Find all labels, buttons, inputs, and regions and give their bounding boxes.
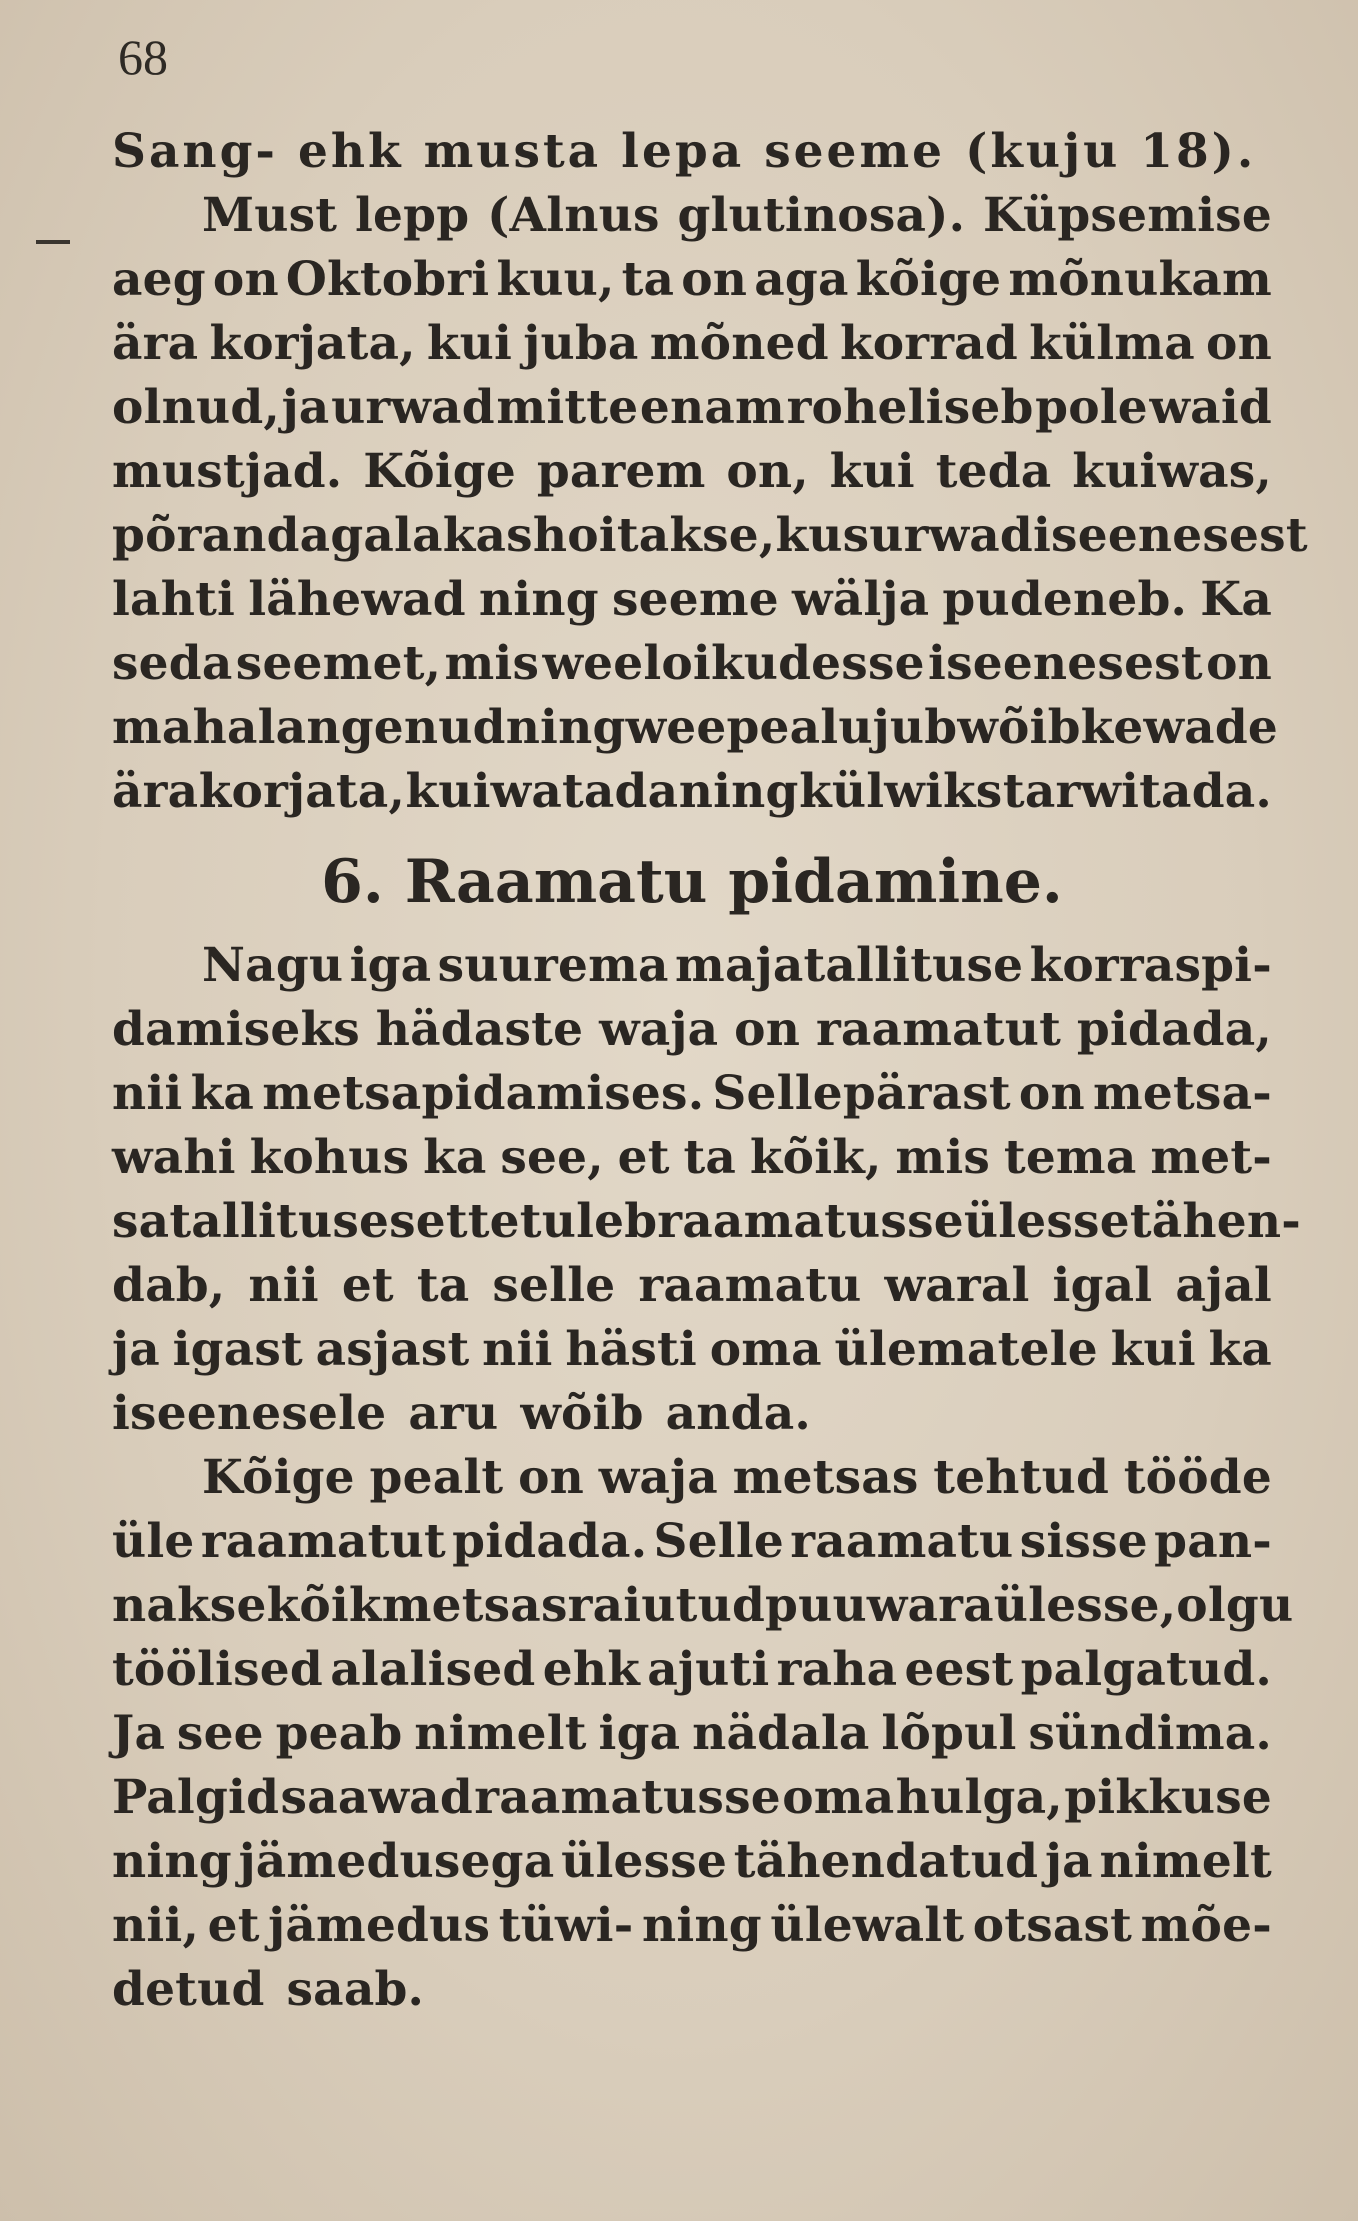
word: mõnukam [1008, 252, 1272, 307]
word: on [518, 1450, 584, 1505]
word: ette [415, 1194, 520, 1249]
word: palgatud. [1020, 1642, 1272, 1697]
word: korraspi- [1029, 938, 1272, 993]
word: pealt [369, 1450, 504, 1505]
word: satallituses [112, 1194, 416, 1249]
word: külwiks [799, 764, 1003, 819]
word: et [207, 1898, 260, 1953]
word: tööde [1123, 1450, 1272, 1505]
word: nimelt [1099, 1834, 1272, 1889]
text-line [112, 376, 1272, 440]
word: teda [935, 444, 1052, 499]
word: peab [275, 1706, 403, 1761]
word: aga [754, 252, 849, 307]
word: tüwi- [498, 1898, 634, 1953]
word: hästi [565, 1322, 697, 1377]
word: korjata, [209, 316, 416, 371]
text-line [112, 504, 1308, 568]
word: kuu, [496, 252, 615, 307]
word: tähendatud [733, 1834, 1039, 1889]
word: saawad [280, 1770, 473, 1825]
word: 18). [1140, 124, 1257, 179]
word: lõpul [881, 1706, 1017, 1761]
word: ehk [297, 124, 404, 179]
word: detud [112, 1962, 265, 2017]
word: Nagu [202, 938, 344, 993]
word: metsas [381, 1578, 568, 1633]
word: külma [1029, 316, 1195, 371]
text-line [112, 1446, 1272, 1510]
word: raamatusse [474, 1770, 781, 1825]
word: kõige [855, 252, 1002, 307]
word: dab, [112, 1258, 226, 1313]
word: weeloikudesse [542, 636, 925, 691]
word: mitte [496, 380, 639, 435]
word: ülematele [834, 1322, 1098, 1377]
word: pan- [1154, 1514, 1272, 1569]
word: olnud, [112, 380, 280, 435]
word: majatallituse [675, 938, 1024, 993]
word: üle [112, 1514, 195, 1569]
word: sisse [1019, 1514, 1148, 1569]
word: waja [598, 1450, 718, 1505]
word: nii [112, 1066, 183, 1121]
word: enam [639, 380, 785, 435]
word: ja [281, 380, 330, 435]
text-line [112, 1766, 1272, 1830]
word: seeme [764, 124, 946, 179]
subsection-heading [112, 120, 1272, 184]
word: see, [500, 1130, 604, 1185]
section1-paragraph [112, 184, 1308, 824]
word: iseenesest [1033, 508, 1308, 563]
text-line [112, 312, 1272, 376]
word: mis [444, 636, 540, 691]
word: ta [621, 252, 675, 307]
word: Ka [1200, 572, 1272, 627]
word: lepa [621, 124, 745, 179]
word: ülesse [963, 1194, 1130, 1249]
text-line [112, 760, 1272, 824]
word: ning [478, 572, 599, 627]
word: on [212, 252, 279, 307]
word: kõik [266, 1578, 382, 1633]
word: (kuju [965, 124, 1121, 179]
word: seeme [611, 572, 779, 627]
word: pidada, [1076, 1002, 1272, 1057]
text-line [112, 696, 1279, 760]
text-line [112, 1702, 1272, 1766]
word: oma [782, 1770, 895, 1825]
section2-paragraph-1 [112, 934, 1301, 1446]
text-line [112, 1574, 1294, 1638]
word: Ja [112, 1706, 166, 1761]
word: hulga, [895, 1770, 1063, 1825]
word: waid [1149, 380, 1272, 435]
word: metsa- [1092, 1066, 1272, 1121]
word: kohus [249, 1130, 410, 1185]
word: iga [598, 1706, 681, 1761]
word: raamatu [790, 1514, 1014, 1569]
word: tema [1003, 1130, 1137, 1185]
word: juba [523, 316, 639, 371]
word: ära [112, 316, 199, 371]
word: musta [423, 124, 602, 179]
word: raamatut [815, 1002, 1061, 1057]
word: ning [505, 700, 626, 755]
word: tuleb [519, 1194, 658, 1249]
word: mis [895, 1130, 991, 1185]
word: kewade [1080, 700, 1279, 755]
text-line [112, 248, 1272, 312]
text-line [112, 1510, 1272, 1574]
word: lakas [394, 508, 533, 563]
word: Must [202, 188, 338, 243]
word: nii, [112, 1898, 200, 1953]
word: raamatusse [657, 1194, 964, 1249]
word: Kõige [202, 1450, 355, 1505]
word: (Alnus [487, 188, 660, 243]
word: ära [112, 764, 199, 819]
text-line [112, 1126, 1272, 1190]
word: suurema [437, 938, 669, 993]
text-line [112, 1254, 1272, 1318]
text-block [112, 120, 1308, 2022]
word: wõib [520, 1386, 644, 1441]
word: nimelt [414, 1706, 587, 1761]
word: pidada. [452, 1514, 648, 1569]
word: saab. [286, 1962, 425, 2017]
word: roheliseb [786, 380, 1034, 435]
text-line [112, 998, 1272, 1062]
word: kui [829, 444, 915, 499]
word: peal [726, 700, 839, 755]
word: Palgid [112, 1770, 280, 1825]
word: nakse [112, 1578, 267, 1633]
word: kuiwas, [1072, 444, 1272, 499]
word: met- [1150, 1130, 1272, 1185]
word: korjata, [198, 764, 406, 819]
word: aru [408, 1386, 499, 1441]
word: on [681, 252, 748, 307]
section-heading: 6. Raamatu pidamine. [321, 847, 1063, 917]
word: urwad [331, 380, 495, 435]
word: seemet, [235, 636, 442, 691]
word: korrad [839, 316, 1018, 371]
word: anda. [665, 1386, 811, 1441]
text-line [112, 1382, 1272, 1446]
word: on [734, 1002, 801, 1057]
margin-dash-mark [36, 240, 70, 244]
text-line [112, 1830, 1272, 1894]
word: maha [112, 700, 258, 755]
word: jämedusega [238, 1834, 555, 1889]
word: Kõige [363, 444, 516, 499]
word: ka [423, 1130, 487, 1185]
word: eest [904, 1642, 1014, 1697]
word: asjast [315, 1322, 470, 1377]
word: ajuti [647, 1642, 770, 1697]
word: pole [1035, 380, 1148, 435]
word: raamatu [638, 1258, 862, 1313]
section2-paragraph-2 [112, 1446, 1294, 2022]
word: wahi [112, 1130, 236, 1185]
word: kuiwatada [405, 764, 679, 819]
word: igal [1052, 1258, 1153, 1313]
word: glutinosa). [677, 188, 966, 243]
word: ülewalt [770, 1898, 965, 1953]
word: nii [248, 1258, 319, 1313]
word: igast [172, 1322, 303, 1377]
word: pudeneb. [942, 572, 1188, 627]
word: alalised [330, 1642, 536, 1697]
word: selle [492, 1258, 616, 1313]
word: on, [726, 444, 809, 499]
text-line [112, 1062, 1272, 1126]
word: ja [112, 1322, 160, 1377]
word: on [1206, 636, 1272, 691]
word: jämedus [268, 1898, 491, 1953]
text-line [112, 1638, 1272, 1702]
text-line [112, 632, 1272, 696]
word: raiutud [567, 1578, 766, 1633]
word: otsast [972, 1898, 1133, 1953]
word: kus [775, 508, 870, 563]
word: Sang- [112, 124, 278, 179]
word: pikkuse [1064, 1770, 1272, 1825]
word: et [341, 1258, 394, 1313]
word: ning [112, 1834, 232, 1889]
word: see [176, 1706, 264, 1761]
word: lahti [112, 572, 236, 627]
word: nädala [692, 1706, 870, 1761]
text-line [112, 1190, 1301, 1254]
word: põrandaga [112, 508, 395, 563]
word: aeg [112, 252, 206, 307]
word: ülesse [561, 1834, 728, 1889]
word: mustjad. [112, 444, 343, 499]
word: ajal [1175, 1258, 1272, 1313]
word: ta [683, 1130, 737, 1185]
word: oma [709, 1322, 822, 1377]
word: tarwitada. [1002, 764, 1272, 819]
text-line [112, 934, 1272, 998]
word: kui [1110, 1322, 1196, 1377]
word: hädaste [375, 1002, 584, 1057]
word: ülesse, [993, 1578, 1177, 1633]
word: kõik, [749, 1130, 882, 1185]
word: iseenesest [928, 636, 1203, 691]
word: ka [190, 1066, 255, 1121]
word: raha [776, 1642, 898, 1697]
word: ta [416, 1258, 470, 1313]
word: puuwara [765, 1578, 994, 1633]
word: tehtud [933, 1450, 1110, 1505]
word: wälja [792, 572, 930, 627]
word: hoitakse, [532, 508, 776, 563]
word: kui [426, 316, 513, 371]
word: mõned [649, 316, 829, 371]
word: Selle [653, 1514, 785, 1569]
word: töölised [112, 1642, 323, 1697]
word: iga [349, 938, 432, 993]
word: seda [112, 636, 233, 691]
text-line [112, 1894, 1272, 1958]
word: tähen- [1129, 1194, 1301, 1249]
word: metsapidamises. [262, 1066, 705, 1121]
text-line [112, 184, 1272, 248]
word: on [1018, 1066, 1085, 1121]
word: lepp [354, 188, 470, 243]
word: Oktobri [285, 252, 490, 307]
word: parem [536, 444, 706, 499]
word: mõe- [1140, 1898, 1272, 1953]
word: on [1206, 316, 1272, 371]
word: ujub [838, 700, 958, 755]
word: et [617, 1130, 670, 1185]
word: ja [1044, 1834, 1093, 1889]
word: waral [884, 1258, 1030, 1313]
word: ehk [542, 1642, 640, 1697]
word: raamatut [200, 1514, 446, 1569]
word: urwad [869, 508, 1033, 563]
word: ning [641, 1898, 762, 1953]
word: iseenesele [112, 1386, 387, 1441]
text-line [112, 440, 1272, 504]
word: sündima. [1028, 1706, 1272, 1761]
text-line [112, 568, 1272, 632]
word: wõib [957, 700, 1081, 755]
word: lähewad [248, 572, 466, 627]
word: olgu [1176, 1578, 1294, 1633]
word: waja [599, 1002, 719, 1057]
text-line [112, 1318, 1272, 1382]
word: nii [482, 1322, 553, 1377]
word: damiseks [112, 1002, 360, 1057]
word: langenud [257, 700, 506, 755]
word: ning [678, 764, 799, 819]
word: metsas [732, 1450, 919, 1505]
word: wee [625, 700, 727, 755]
word: ka [1208, 1322, 1272, 1377]
text-line [112, 1958, 1272, 2022]
word: Küpsemise [982, 188, 1272, 243]
word: Sellepärast [712, 1066, 1011, 1121]
page-number: 68 [118, 29, 168, 85]
